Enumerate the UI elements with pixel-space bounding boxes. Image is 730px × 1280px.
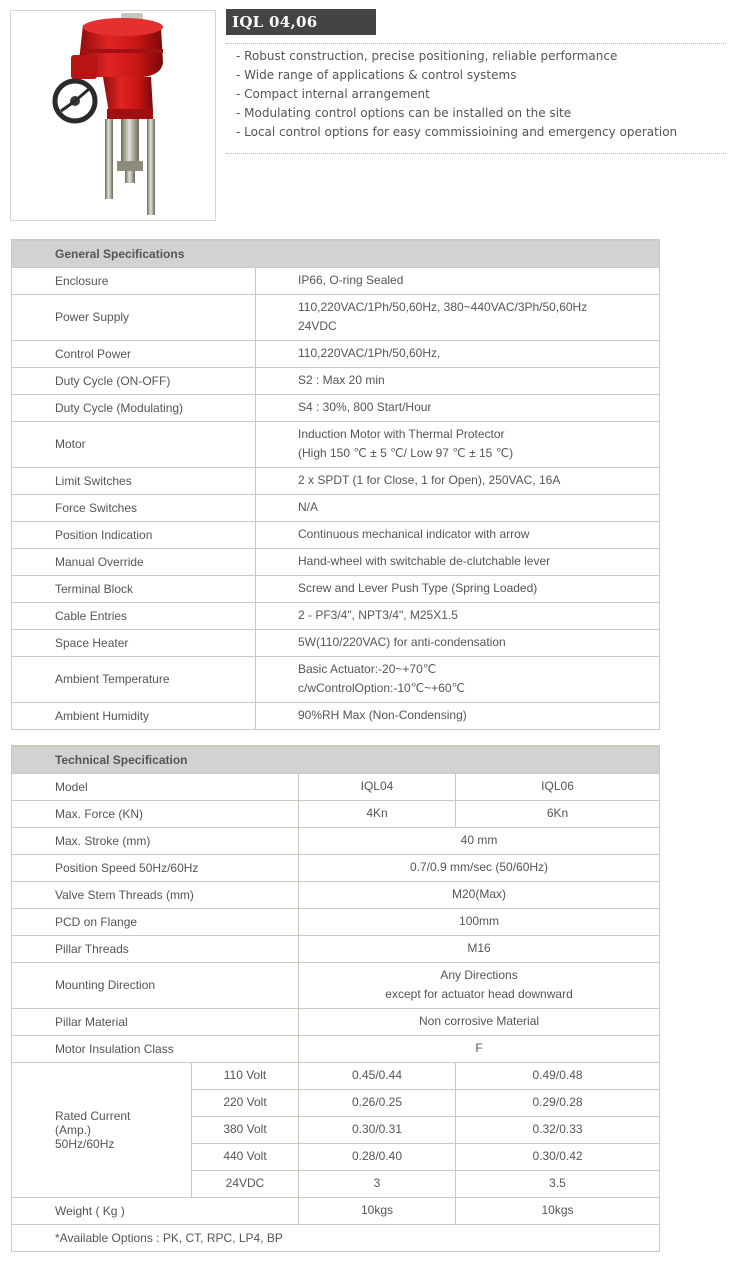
- feature-item: - Local control options for easy commissioining and emergency operation: [236, 125, 678, 139]
- spec-value: [256, 267, 660, 294]
- cell-text: Valve Stem Threads (mm): [55, 887, 194, 902]
- current-value: [299, 1062, 456, 1089]
- force-value: [299, 800, 456, 827]
- current-value: [299, 1170, 456, 1197]
- cell-text: Hand-wheel with switchable de-clutchable lever: [298, 554, 551, 568]
- model-iql04: [299, 773, 456, 800]
- feature-list: [236, 47, 677, 142]
- spec-value: [256, 467, 660, 494]
- cell-text: except for actuator head downward: [385, 987, 573, 1001]
- current-value: [456, 1062, 660, 1089]
- cell-text: Basic Actuator:-20~+70℃: [298, 662, 437, 676]
- product-title: IQL 04,06: [226, 9, 376, 35]
- cell-text: Space Heater: [55, 635, 129, 650]
- cell-text: 0.28/0.40: [351, 1149, 403, 1163]
- spec-label: [12, 827, 299, 854]
- spec-row: [12, 394, 660, 421]
- spec-label: [12, 494, 256, 521]
- force-label: [12, 800, 299, 827]
- weight-value: [299, 1197, 456, 1224]
- spec-value: [256, 602, 660, 629]
- cell-text: Force Switches: [55, 500, 138, 515]
- spec-row: [12, 340, 660, 367]
- cell-text: Rated Current: [55, 1108, 131, 1123]
- spec-value: [299, 881, 660, 908]
- spec-row: [12, 827, 660, 854]
- spec-row: [12, 881, 660, 908]
- current-value: [456, 1170, 660, 1197]
- cell-text: Position Indication: [55, 527, 153, 542]
- cell-text: N/A: [298, 500, 319, 514]
- spec-label: [12, 340, 256, 367]
- feature-item: - Wide range of applications & control systems: [236, 68, 517, 82]
- cell-text: Duty Cycle (ON-OFF): [55, 373, 171, 388]
- cell-text: 2 - PF3/4", NPT3/4", M25X1.5: [298, 608, 458, 622]
- spec-value: [299, 1008, 660, 1035]
- cell-text: *Available Options : PK, CT, RPC, LP4, BP: [55, 1230, 283, 1245]
- spec-value: [256, 421, 660, 467]
- cell-text: 220 Volt: [223, 1095, 267, 1109]
- spec-value: [256, 367, 660, 394]
- general-specifications-table: [11, 239, 660, 730]
- spec-label: [12, 575, 256, 602]
- cell-text: Model: [55, 779, 88, 794]
- current-row: [12, 1062, 660, 1089]
- spec-row: [12, 267, 660, 294]
- spec-label: [12, 854, 299, 881]
- product-photo: [10, 10, 216, 221]
- spec-row: [12, 656, 660, 702]
- current-value: [456, 1089, 660, 1116]
- cell-text: Manual Override: [55, 554, 144, 569]
- spec-label: [12, 267, 256, 294]
- cell-text: 110 Volt: [223, 1068, 267, 1082]
- cell-text: 100mm: [459, 914, 500, 928]
- spec-label: [12, 962, 299, 1008]
- spec-label: [12, 935, 299, 962]
- spec-value: [256, 575, 660, 602]
- spec-row: [12, 467, 660, 494]
- spec-row: [12, 702, 660, 729]
- spec-value: [299, 854, 660, 881]
- force-value: [456, 800, 660, 827]
- spec-label: [12, 294, 256, 340]
- spec-row: [12, 367, 660, 394]
- model-label: [12, 773, 299, 800]
- spec-value: [256, 521, 660, 548]
- spec-row: [12, 421, 660, 467]
- cell-text: 110,220VAC/1Ph/50,60Hz,: [298, 346, 441, 360]
- spec-value: [299, 935, 660, 962]
- cell-text: Limit Switches: [55, 473, 132, 488]
- cell-text: M16: [467, 941, 491, 955]
- cell-text: IQL04: [360, 779, 394, 793]
- spec-label: [12, 702, 256, 729]
- cell-text: 6Kn: [546, 806, 569, 820]
- spec-row: [12, 294, 660, 340]
- spec-row: [12, 1008, 660, 1035]
- spec-value: [299, 962, 660, 1008]
- force-row: [12, 800, 660, 827]
- cell-text: 24VDC: [225, 1176, 265, 1190]
- spec-label: [12, 521, 256, 548]
- cell-text: (High 150 ℃ ± 5 ℃/ Low 97 ℃ ± 15 ℃): [298, 446, 514, 460]
- spec-value: [256, 629, 660, 656]
- cell-text: Position Speed 50Hz/60Hz: [55, 860, 199, 875]
- cell-text: 40 mm: [460, 833, 498, 847]
- spec-value: [256, 702, 660, 729]
- current-value: [299, 1089, 456, 1116]
- spec-value: [299, 827, 660, 854]
- cell-text: Motor Insulation Class: [55, 1041, 174, 1056]
- cell-text: 0.30/0.42: [532, 1149, 583, 1163]
- spec-value: [256, 340, 660, 367]
- weight-label: [12, 1197, 299, 1224]
- current-value: [456, 1116, 660, 1143]
- cell-text: 0.45/0.44: [351, 1068, 403, 1082]
- cell-text: 110,220VAC/1Ph/50,60Hz, 380~440VAC/3Ph/50,60Hz: [298, 300, 588, 314]
- cell-text: Control Power: [55, 346, 132, 361]
- voltage-label: [192, 1062, 299, 1089]
- cell-text: PCD on Flange: [55, 914, 138, 929]
- cell-text: M20(Max): [452, 887, 507, 901]
- weight-value: [456, 1197, 660, 1224]
- cell-text: 24VDC: [298, 319, 337, 333]
- cell-text: 50Hz/60Hz: [55, 1136, 115, 1151]
- cell-text: Max. Force (KN): [55, 806, 144, 821]
- cell-text: Induction Motor with Thermal Protector: [298, 427, 505, 441]
- options-row: [12, 1224, 660, 1251]
- available-options: [12, 1224, 660, 1251]
- cell-text: Weight ( Kg ): [55, 1203, 125, 1218]
- spec-value: [299, 908, 660, 935]
- divider: [226, 43, 726, 44]
- spec-label: [12, 881, 299, 908]
- cell-text: S4 : 30%, 800 Start/Hour: [298, 400, 432, 414]
- actuator-illustration: [11, 11, 215, 220]
- voltage-label: [192, 1116, 299, 1143]
- spec-label: [12, 367, 256, 394]
- spec-row: [12, 1035, 660, 1062]
- cell-text: 4Kn: [366, 806, 388, 820]
- voltage-label: [192, 1089, 299, 1116]
- cell-text: 3: [373, 1176, 381, 1190]
- spec-row: [12, 602, 660, 629]
- feature-item: - Compact internal arrangement: [236, 87, 430, 101]
- cell-text: IQL06: [541, 779, 574, 793]
- spec-label: [12, 1035, 299, 1062]
- spec-row: [12, 521, 660, 548]
- spec-label: [12, 421, 256, 467]
- spec-label: [12, 908, 299, 935]
- spec-value: [299, 1035, 660, 1062]
- cell-text: 0.7/0.9 mm/sec (50/60Hz): [409, 860, 549, 874]
- spec-row: [12, 908, 660, 935]
- cell-text: 380 Volt: [223, 1122, 267, 1136]
- spec-label: [12, 629, 256, 656]
- spec-label: [12, 656, 256, 702]
- voltage-label: [192, 1170, 299, 1197]
- cell-text: 90%RH Max (Non-Condensing): [298, 708, 467, 722]
- cell-text: Enclosure: [55, 273, 109, 288]
- weight-row: [12, 1197, 660, 1224]
- feature-item: - Robust construction, precise positioning, reliable performance: [236, 49, 618, 63]
- spec-value: [256, 294, 660, 340]
- cell-text: Any Directions: [440, 968, 518, 982]
- spec-value: [256, 494, 660, 521]
- spec-value: [256, 394, 660, 421]
- spec-label: [12, 467, 256, 494]
- spec-row: [12, 575, 660, 602]
- spec-row: [12, 854, 660, 881]
- cell-text: Continuous mechanical indicator with arrow: [298, 527, 530, 541]
- spec-row: [12, 629, 660, 656]
- spec-row: [12, 962, 660, 1008]
- cell-text: (Amp.): [55, 1122, 91, 1137]
- cell-text: Cable Entries: [55, 608, 128, 623]
- cell-text: Pillar Material: [55, 1014, 128, 1029]
- spec-row: [12, 935, 660, 962]
- cell-text: IP66, O-ring Sealed: [298, 273, 404, 287]
- spec-label: [12, 1008, 299, 1035]
- model-iql06: [456, 773, 660, 800]
- cell-text: c/wControlOption:-10℃~+60℃: [298, 681, 466, 695]
- spec-value: [256, 548, 660, 575]
- cell-text: Terminal Block: [55, 581, 134, 596]
- cell-text: Max. Stroke (mm): [55, 833, 151, 848]
- spec-label: [12, 602, 256, 629]
- cell-text: 10kgs: [360, 1203, 394, 1217]
- cell-text: 0.30/0.31: [351, 1122, 403, 1136]
- feature-item: - Modulating control options can be installed on the site: [236, 106, 572, 120]
- spec-label: [12, 394, 256, 421]
- cell-text: 0.29/0.28: [532, 1095, 583, 1109]
- current-value: [299, 1116, 456, 1143]
- voltage-label: [192, 1143, 299, 1170]
- cell-text: 0.26/0.25: [351, 1095, 403, 1109]
- cell-text: 10kgs: [541, 1203, 574, 1217]
- cell-text: Power Supply: [55, 310, 130, 324]
- cell-text: 0.49/0.48: [532, 1068, 583, 1082]
- cell-text: 2 x SPDT (1 for Close, 1 for Open), 250VAC, 16A: [298, 473, 561, 487]
- cell-text: S2 : Max 20 min: [298, 373, 385, 387]
- cell-text: Duty Cycle (Modulating): [55, 400, 184, 415]
- cell-text: Non corrosive Material: [419, 1014, 540, 1028]
- technical-specification-heading: Technical Specification: [12, 746, 660, 773]
- cell-text: Ambient Humidity: [55, 708, 150, 723]
- general-specifications-heading: General Specifications: [12, 240, 660, 267]
- rated-current-label: [12, 1062, 192, 1197]
- cell-text: Motor: [55, 437, 86, 451]
- spec-value: [256, 656, 660, 702]
- cell-text: Ambient Temperature: [55, 672, 170, 686]
- cell-text: Mounting Direction: [55, 978, 156, 992]
- cell-text: F: [475, 1041, 483, 1055]
- model-row: [12, 773, 660, 800]
- cell-text: 440 Volt: [223, 1149, 267, 1163]
- spec-row: [12, 494, 660, 521]
- divider: [226, 153, 726, 154]
- cell-text: 0.32/0.33: [532, 1122, 583, 1136]
- cell-text: 3.5: [549, 1176, 566, 1190]
- technical-specification-table: [11, 745, 660, 1252]
- current-value: [456, 1143, 660, 1170]
- spec-row: [12, 548, 660, 575]
- cell-text: Pillar Threads: [55, 941, 129, 956]
- cell-text: 5W(110/220VAC) for anti-condensation: [298, 635, 506, 649]
- current-value: [299, 1143, 456, 1170]
- cell-text: Screw and Lever Push Type (Spring Loaded): [298, 581, 538, 595]
- spec-label: [12, 548, 256, 575]
